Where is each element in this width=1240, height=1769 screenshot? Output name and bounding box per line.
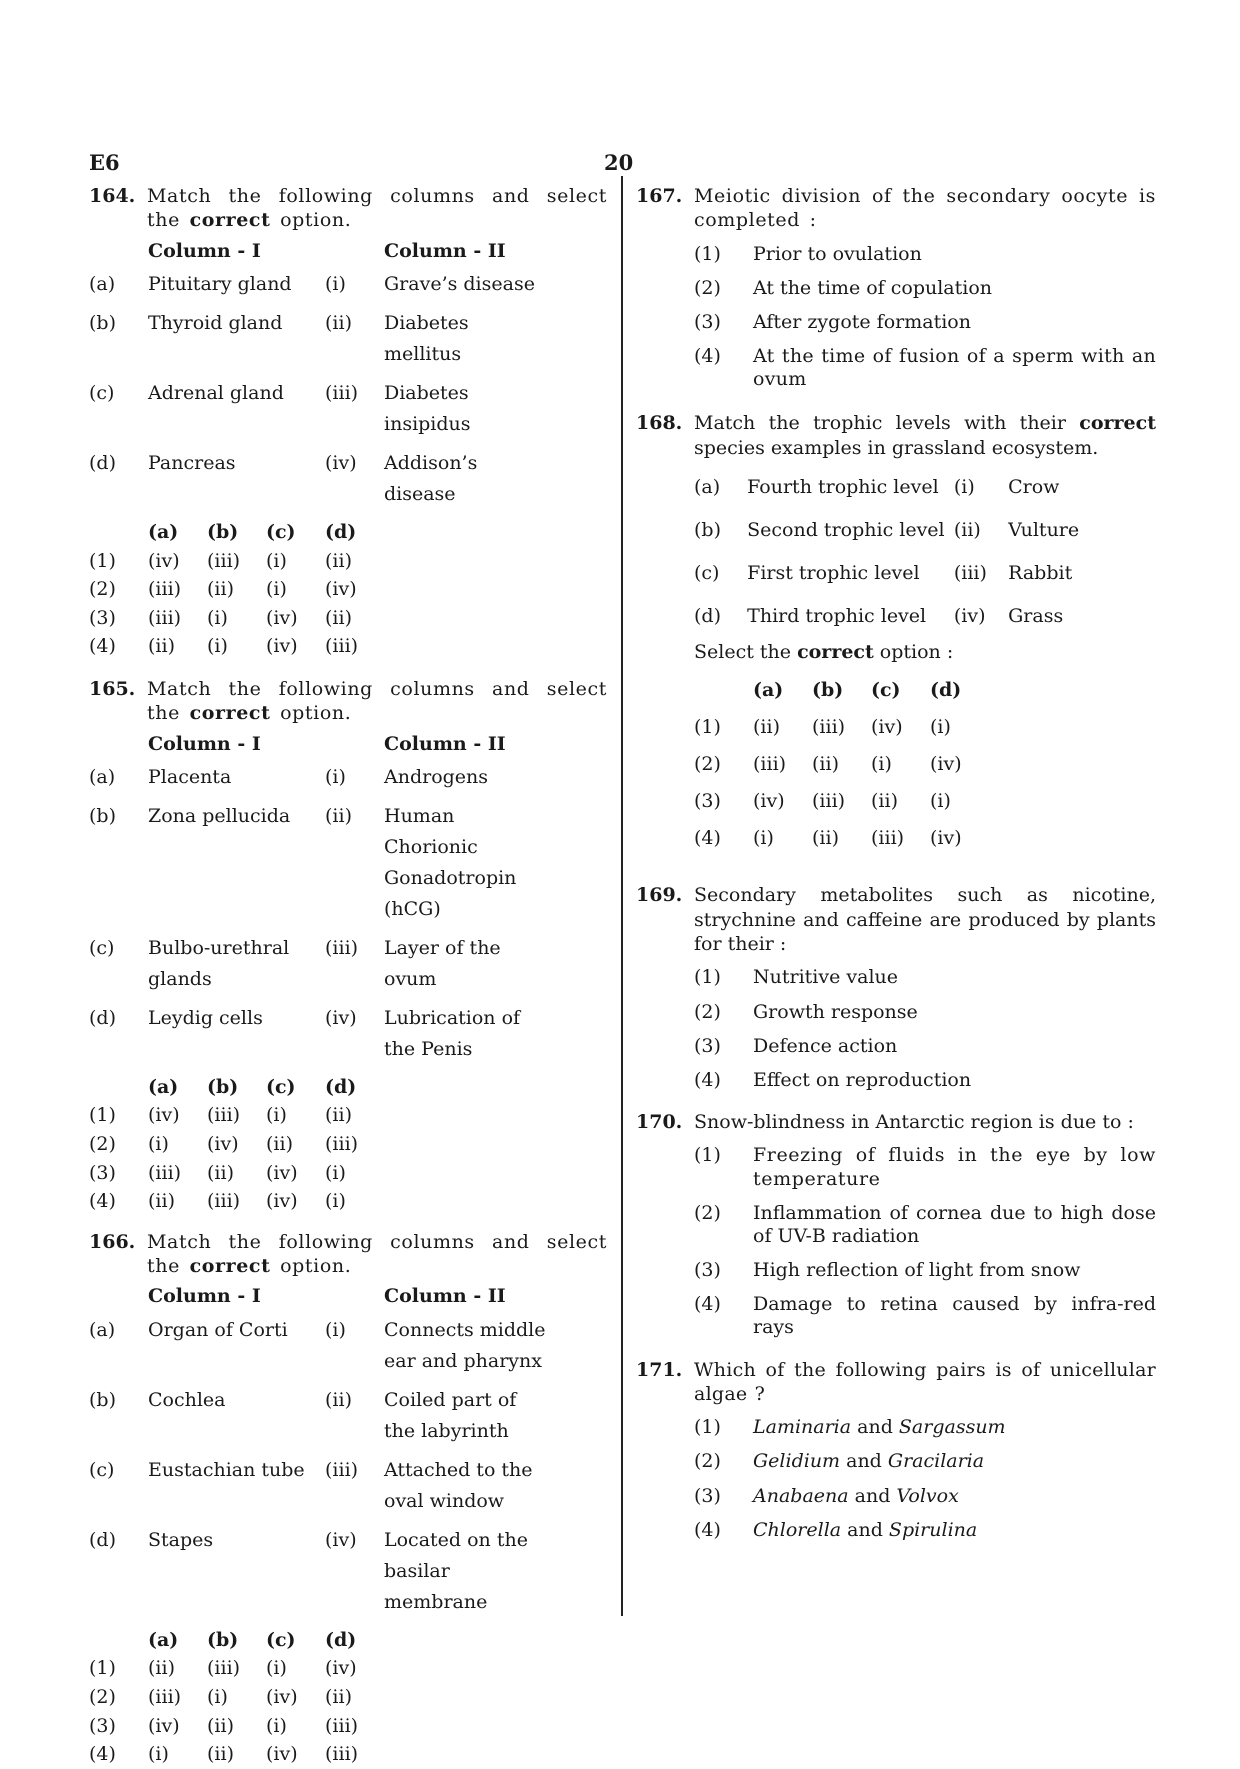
right-column bbox=[636, 184, 1156, 1553]
answer-options-table: (a) (b) (c) (d) (1) (iv) (iii) (i) (ii) (2) (iii) (ii) (i) (iv) (3) (iii) (i) (iv) (ii) (4) (ii) (i) (iv) (iii) bbox=[89, 518, 384, 661]
answer-option-4[interactable]: (4) (i) (ii) (iii) (iv) bbox=[694, 827, 962, 850]
match-table bbox=[89, 732, 547, 1073]
question-164 bbox=[89, 184, 607, 661]
match-row: (a) Placenta (i) Androgens bbox=[89, 765, 489, 788]
options-list bbox=[694, 1416, 1156, 1542]
left-column bbox=[89, 184, 607, 1769]
question-number: 164. bbox=[89, 185, 136, 207]
answer-option-4[interactable]: (4) (i) (ii) (iv) (iii) bbox=[89, 1743, 359, 1766]
option-1[interactable]: (1) Prior to ovulation bbox=[694, 242, 922, 265]
question-number: 171. bbox=[636, 1358, 683, 1381]
answer-options-table: (a) (b) (c) (d) (1) (ii) (iii) (iv) (i) (2) (iii) (ii) (i) (iv) (3) (iv) (iii) (ii) (i) (4) (i) (ii) (iii) (iv) bbox=[694, 672, 989, 857]
question-stem: Match the following columns and select the correct option. bbox=[147, 677, 607, 725]
match-row: (d) Stapes (iv) Located on the basilar membrane bbox=[89, 1528, 528, 1613]
match-table bbox=[694, 474, 1156, 646]
question-number: 165. bbox=[89, 677, 136, 700]
answer-option-3[interactable]: (3) (iv) (ii) (i) (iii) bbox=[89, 1714, 359, 1737]
answer-option-3[interactable]: (3) (iii) (ii) (iv) (i) bbox=[89, 1161, 346, 1184]
match-table bbox=[89, 239, 547, 518]
option-2[interactable]: (2) Gelidium and Gracilaria bbox=[694, 1450, 985, 1473]
question-170 bbox=[636, 1110, 1156, 1340]
column-i-heading: Column - I bbox=[148, 239, 261, 262]
match-row: (b) Zona pellucida (ii) Human Chorionic Gonadotropin (hCG) bbox=[89, 804, 517, 920]
column-ii-heading: Column - II bbox=[384, 239, 506, 262]
option-1[interactable]: (1) Nutritive value bbox=[694, 966, 899, 989]
match-row: (b) Second trophic level (ii) Vulture bbox=[694, 519, 1080, 542]
answer-options-table: (a) (b) (c) (d) (1) (iv) (iii) (i) (ii) (2) (i) (iv) (ii) (iii) (3) (iii) (ii) (iv) (i) (4) (ii) (iii) (iv) (i) bbox=[89, 1073, 384, 1216]
question-stem: Secondary metabolites such as nicotine, strychnine and caffeine are produced by plants for their : bbox=[694, 884, 1156, 956]
question-number: 166. bbox=[89, 1230, 136, 1253]
select-instruction: Select the correct option : bbox=[694, 641, 954, 664]
match-row: (c) Eustachian tube (iii) Attached to the oval window bbox=[89, 1458, 533, 1512]
options-list bbox=[694, 243, 1156, 392]
match-row: (d) Pancreas (iv) Addison’s disease bbox=[89, 451, 478, 505]
answer-option-1[interactable]: (1) (ii) (iii) (i) (iv) bbox=[89, 1657, 357, 1680]
paper-code: E6 bbox=[89, 150, 120, 175]
option-4[interactable]: (4) Effect on reproduction bbox=[694, 1068, 972, 1091]
answer-option-1[interactable]: (1) (iv) (iii) (i) (ii) bbox=[89, 1104, 352, 1127]
match-row: (d) Leydig cells (iv) Lubrication of the Penis bbox=[89, 1006, 521, 1060]
answer-option-2[interactable]: (2) (i) (iv) (ii) (iii) bbox=[89, 1133, 359, 1156]
option-3[interactable]: (3) Defence action bbox=[694, 1034, 898, 1057]
column-i-heading: Column - I bbox=[148, 1285, 261, 1308]
column-divider bbox=[621, 176, 623, 1616]
option-2[interactable]: (2) Inflammation of cornea due to high dose of UV-B radiation bbox=[694, 1201, 1156, 1247]
match-row: (c) Bulbo-urethral glands (iii) Layer of the ovum bbox=[89, 936, 501, 990]
match-table bbox=[89, 1284, 547, 1625]
option-1[interactable]: (1) Freezing of fluids in the eye by low temperature bbox=[694, 1144, 1156, 1190]
option-3[interactable]: (3) Anabaena and Volvox bbox=[694, 1484, 959, 1507]
column-ii-heading: Column - II bbox=[384, 1285, 506, 1308]
options-list bbox=[694, 1144, 1156, 1339]
column-ii-heading: Column - II bbox=[384, 732, 506, 755]
answer-options-table: (a) (b) (c) (d) (1) (ii) (iii) (i) (iv) (2) (iii) (i) (iv) (ii) (3) (iv) (ii) (i) (iii) (4) (i) (ii) (iv) (iii) bbox=[89, 1626, 384, 1769]
question-stem: Match the following columns and select the correct option. bbox=[147, 185, 607, 232]
question-number: 167. bbox=[636, 185, 683, 207]
question-stem: Meiotic division of the secondary oocyte is completed : bbox=[694, 185, 1156, 232]
question-165 bbox=[89, 677, 607, 1216]
option-4[interactable]: (4) Chlorella and Spirulina bbox=[694, 1518, 978, 1541]
match-row: (a) Pituitary gland (i) Grave’s disease bbox=[89, 272, 535, 295]
answer-option-4[interactable]: (4) (ii) (iii) (iv) (i) bbox=[89, 1190, 346, 1213]
question-168 bbox=[636, 411, 1156, 857]
option-4[interactable]: (4) Damage to retina caused by infra-red rays bbox=[694, 1293, 1156, 1339]
answer-option-2[interactable]: (2) (iii) (ii) (i) (iv) bbox=[694, 753, 962, 776]
answer-option-2[interactable]: (2) (iii) (ii) (i) (iv) bbox=[89, 578, 357, 601]
option-3[interactable]: (3) High reflection of light from snow bbox=[694, 1259, 1081, 1282]
match-row: (a) Fourth trophic level (i) Crow bbox=[694, 476, 1060, 499]
match-row: (c) Adrenal gland (iii) Diabetes insipidus bbox=[89, 381, 471, 435]
match-row: (a) Organ of Corti (i) Connects middle ear and pharynx bbox=[89, 1318, 546, 1372]
option-2[interactable]: (2) At the time of copulation bbox=[694, 276, 993, 299]
answer-option-3[interactable]: (3) (iv) (iii) (ii) (i) bbox=[694, 790, 951, 813]
answer-option-4[interactable]: (4) (ii) (i) (iv) (iii) bbox=[89, 635, 359, 658]
question-stem: Match the following columns and select the correct option. bbox=[147, 1230, 607, 1278]
answer-option-3[interactable]: (3) (iii) (i) (iv) (ii) bbox=[89, 606, 352, 629]
question-stem: Match the trophic levels with their correct species examples in grassland ecosystem. bbox=[694, 412, 1156, 459]
question-171 bbox=[636, 1358, 1156, 1542]
question-169 bbox=[636, 883, 1156, 1092]
question-167 bbox=[636, 184, 1156, 391]
option-1[interactable]: (1) Laminaria and Sargassum bbox=[694, 1416, 1006, 1439]
column-i-heading: Column - I bbox=[148, 732, 261, 755]
question-stem: Snow-blindness in Antarctic region is due to : bbox=[694, 1111, 1134, 1134]
option-3[interactable]: (3) After zygote formation bbox=[694, 310, 971, 333]
question-number: 169. bbox=[636, 884, 683, 907]
question-166 bbox=[89, 1230, 607, 1769]
match-row: (b) Thyroid gland (ii) Diabetes mellitus bbox=[89, 311, 469, 365]
match-row: (c) First trophic level (iii) Rabbit bbox=[694, 562, 1073, 585]
answer-option-1[interactable]: (1) (ii) (iii) (iv) (i) bbox=[694, 716, 951, 739]
answer-option-2[interactable]: (2) (iii) (i) (iv) (ii) bbox=[89, 1685, 352, 1708]
option-4[interactable]: (4) At the time of fusion of a sperm with an ovum bbox=[694, 345, 1156, 391]
option-2[interactable]: (2) Growth response bbox=[694, 1000, 918, 1023]
match-row: (d) Third trophic level (iv) Grass bbox=[694, 605, 1064, 628]
page-number: 20 bbox=[604, 150, 634, 175]
question-number: 170. bbox=[636, 1111, 683, 1134]
question-stem: Which of the following pairs is of unicellular algae ? bbox=[694, 1358, 1156, 1405]
match-row: (b) Cochlea (ii) Coiled part of the labyrinth bbox=[89, 1388, 517, 1442]
options-list bbox=[694, 966, 1156, 1092]
answer-option-1[interactable]: (1) (iv) (iii) (i) (ii) bbox=[89, 549, 352, 572]
question-number: 168. bbox=[636, 412, 683, 435]
